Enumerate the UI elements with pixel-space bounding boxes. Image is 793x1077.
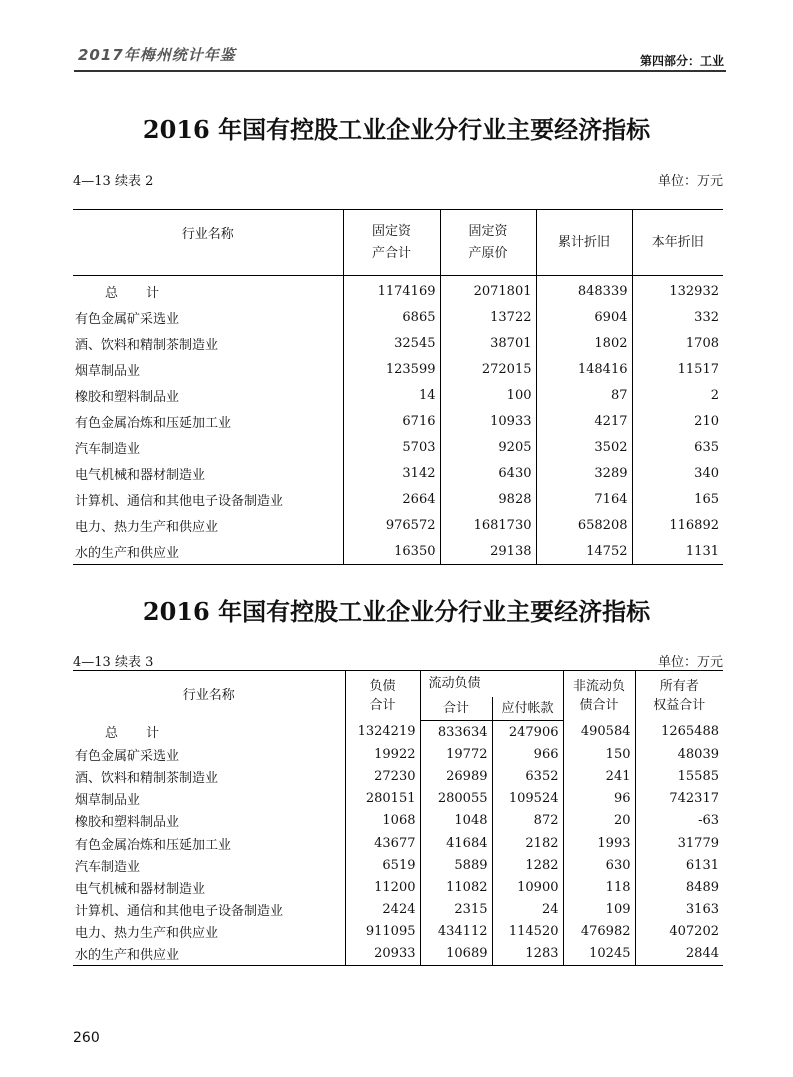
table-cell: 1993 bbox=[563, 832, 635, 854]
table-cell: 2664 bbox=[343, 486, 440, 512]
table-row bbox=[73, 460, 723, 486]
table-cell: 1048 bbox=[420, 810, 492, 832]
table-cell: 19922 bbox=[345, 743, 420, 765]
table-cell: 48039 bbox=[635, 743, 723, 765]
table-cell: 6865 bbox=[343, 304, 440, 330]
row-label: 电力、热力生产和供应业 bbox=[75, 519, 219, 535]
table-cell: 6430 bbox=[440, 460, 536, 486]
row-label: 橡胶和塑料制品业 bbox=[75, 815, 180, 831]
table-cell: 31779 bbox=[635, 832, 723, 854]
table-cell: 8489 bbox=[635, 876, 723, 898]
table-cell: 872 bbox=[492, 810, 563, 832]
table-row bbox=[73, 810, 723, 832]
col-header-noncurrent-liabilities: 非流动负 债合计 bbox=[563, 671, 635, 721]
table-cell: 848339 bbox=[536, 276, 632, 305]
col-header-accounts-payable: 应付帐款 bbox=[492, 697, 563, 721]
col-header-name: 行业名称 bbox=[73, 210, 343, 276]
table-cell: 658208 bbox=[536, 512, 632, 538]
table-cell: 6131 bbox=[635, 854, 723, 876]
table-cell: 13722 bbox=[440, 304, 536, 330]
table-cell: 2 bbox=[632, 382, 723, 408]
table-cell: 38701 bbox=[440, 330, 536, 356]
table-cell: 20933 bbox=[345, 943, 420, 966]
table-cell: 96 bbox=[563, 788, 635, 810]
table-cell: 742317 bbox=[635, 788, 723, 810]
table-cell: 247906 bbox=[492, 721, 563, 744]
table-cell: 966 bbox=[492, 743, 563, 765]
table-cell: 340 bbox=[632, 460, 723, 486]
table3 bbox=[73, 670, 723, 966]
table-cell: 476982 bbox=[563, 921, 635, 943]
table-cell: 6716 bbox=[343, 408, 440, 434]
table-row bbox=[73, 788, 723, 810]
table-cell: 1708 bbox=[632, 330, 723, 356]
table-cell: 32545 bbox=[343, 330, 440, 356]
row-label: 总 计 bbox=[105, 285, 160, 301]
table-cell: 6904 bbox=[536, 304, 632, 330]
table-cell: 635 bbox=[632, 434, 723, 460]
row-label: 有色金属矿采选业 bbox=[75, 311, 180, 327]
table2-body bbox=[73, 276, 723, 565]
table-cell: 114520 bbox=[492, 921, 563, 943]
table-cell: 116892 bbox=[632, 512, 723, 538]
table2-title: 2016 年国有控股工业企业分行业主要经济指标 bbox=[142, 115, 651, 144]
table-cell: 15585 bbox=[635, 765, 723, 787]
table2-unit: 单位：万元 bbox=[657, 174, 723, 189]
table-cell: 16350 bbox=[343, 538, 440, 565]
table-cell: 1324219 bbox=[345, 721, 420, 744]
table-cell: 41684 bbox=[420, 832, 492, 854]
table-cell: 26989 bbox=[420, 765, 492, 787]
table-cell: -63 bbox=[635, 810, 723, 832]
table-cell: 5703 bbox=[343, 434, 440, 460]
table-cell: 272015 bbox=[440, 356, 536, 382]
table-cell: 2315 bbox=[420, 899, 492, 921]
table-cell: 332 bbox=[632, 304, 723, 330]
table-cell: 976572 bbox=[343, 512, 440, 538]
col-header-name: 行业名称 bbox=[182, 688, 235, 704]
table-cell: 4217 bbox=[536, 408, 632, 434]
table-row bbox=[73, 765, 723, 787]
table-row bbox=[73, 743, 723, 765]
table-cell: 9205 bbox=[440, 434, 536, 460]
col-header-accumulated-depreciation: 累计折旧 bbox=[536, 210, 632, 276]
table-row bbox=[73, 921, 723, 943]
table-cell: 1131 bbox=[632, 538, 723, 565]
table-cell: 150 bbox=[563, 743, 635, 765]
table3-number: 4—13 续表 3 bbox=[73, 655, 154, 670]
table-cell: 280055 bbox=[420, 788, 492, 810]
table-cell: 11200 bbox=[345, 876, 420, 898]
col-header-total-liabilities: 负债 合计 bbox=[345, 671, 420, 721]
table3-body bbox=[73, 721, 723, 966]
table-row bbox=[73, 832, 723, 854]
table-cell: 911095 bbox=[345, 921, 420, 943]
table-cell: 2071801 bbox=[440, 276, 536, 305]
table-cell: 241 bbox=[563, 765, 635, 787]
col-header-current-liabilities: 流动负债 bbox=[420, 671, 563, 697]
table-cell: 434112 bbox=[420, 921, 492, 943]
row-label: 水的生产和供应业 bbox=[75, 545, 180, 561]
table-cell: 20 bbox=[563, 810, 635, 832]
table-cell: 2182 bbox=[492, 832, 563, 854]
row-label: 汽车制造业 bbox=[75, 859, 141, 875]
table-cell: 1681730 bbox=[440, 512, 536, 538]
table-cell: 1283 bbox=[492, 943, 563, 966]
row-label: 水的生产和供应业 bbox=[75, 948, 180, 964]
table-row bbox=[73, 382, 723, 408]
row-label: 总 计 bbox=[105, 726, 160, 742]
table-cell: 165 bbox=[632, 486, 723, 512]
table-cell: 6519 bbox=[345, 854, 420, 876]
table-cell: 19772 bbox=[420, 743, 492, 765]
table-cell: 407202 bbox=[635, 921, 723, 943]
table-cell: 11082 bbox=[420, 876, 492, 898]
table3-title: 2016 年国有控股工业企业分行业主要经济指标 bbox=[142, 597, 651, 626]
table-row bbox=[73, 486, 723, 512]
table-row-total bbox=[73, 721, 723, 744]
table2 bbox=[73, 209, 723, 565]
table2-number: 4—13 续表 2 bbox=[73, 174, 154, 189]
table-row bbox=[73, 408, 723, 434]
table-cell: 7164 bbox=[536, 486, 632, 512]
table-cell: 280151 bbox=[345, 788, 420, 810]
table-cell: 5889 bbox=[420, 854, 492, 876]
table-row bbox=[73, 434, 723, 460]
row-label: 有色金属冶炼和压延加工业 bbox=[75, 837, 232, 853]
row-label: 电气机械和器材制造业 bbox=[75, 881, 206, 897]
table-cell: 24 bbox=[492, 899, 563, 921]
table-cell: 10245 bbox=[563, 943, 635, 966]
row-label: 烟草制品业 bbox=[75, 793, 141, 809]
table-cell: 490584 bbox=[563, 721, 635, 744]
running-header bbox=[56, 42, 726, 72]
yearbook-title: 2017年梅州统计年鉴 bbox=[78, 46, 236, 64]
section-label: 第四部分：工业 bbox=[639, 54, 724, 68]
table-row bbox=[73, 304, 723, 330]
table-cell: 11517 bbox=[632, 356, 723, 382]
col-header-fixed-assets-original: 固定资 产原价 bbox=[440, 210, 536, 276]
table-cell: 9828 bbox=[440, 486, 536, 512]
page-number: 260 bbox=[73, 1030, 100, 1046]
table-cell: 29138 bbox=[440, 538, 536, 565]
table-cell: 3502 bbox=[536, 434, 632, 460]
table-row bbox=[73, 512, 723, 538]
row-label: 有色金属矿采选业 bbox=[75, 748, 180, 764]
table-cell: 87 bbox=[536, 382, 632, 408]
table-cell: 3142 bbox=[343, 460, 440, 486]
table-cell: 6352 bbox=[492, 765, 563, 787]
row-label: 橡胶和塑料制品业 bbox=[75, 389, 180, 405]
table-row bbox=[73, 330, 723, 356]
table-cell: 3289 bbox=[536, 460, 632, 486]
table-row bbox=[73, 876, 723, 898]
col-header-current-liabilities-total: 合计 bbox=[420, 697, 492, 721]
row-label: 烟草制品业 bbox=[75, 363, 141, 379]
table-row bbox=[73, 899, 723, 921]
table-row bbox=[73, 538, 723, 565]
table-cell: 123599 bbox=[343, 356, 440, 382]
table-cell: 210 bbox=[632, 408, 723, 434]
table-cell: 27230 bbox=[345, 765, 420, 787]
row-label: 酒、饮料和精制茶制造业 bbox=[75, 337, 219, 353]
table-row bbox=[73, 854, 723, 876]
col-header-annual-depreciation: 本年折旧 bbox=[632, 210, 723, 276]
table-row bbox=[73, 943, 723, 966]
table-cell: 10933 bbox=[440, 408, 536, 434]
table-cell: 3163 bbox=[635, 899, 723, 921]
table3-unit: 单位：万元 bbox=[657, 655, 723, 670]
table-cell: 14 bbox=[343, 382, 440, 408]
row-label: 计算机、通信和其他电子设备制造业 bbox=[75, 904, 284, 920]
row-label: 电气机械和器材制造业 bbox=[75, 467, 206, 483]
table-cell: 630 bbox=[563, 854, 635, 876]
col-header-owners-equity: 所有者 权益合计 bbox=[635, 671, 723, 721]
table-cell: 1068 bbox=[345, 810, 420, 832]
table-cell: 14752 bbox=[536, 538, 632, 565]
table-cell: 100 bbox=[440, 382, 536, 408]
table-cell: 132932 bbox=[632, 276, 723, 305]
table-cell: 43677 bbox=[345, 832, 420, 854]
table-cell: 10900 bbox=[492, 876, 563, 898]
header-rule bbox=[74, 70, 726, 72]
row-label: 酒、饮料和精制茶制造业 bbox=[75, 770, 219, 786]
row-label: 电力、热力生产和供应业 bbox=[75, 926, 219, 942]
table-cell: 1282 bbox=[492, 854, 563, 876]
table-cell: 109 bbox=[563, 899, 635, 921]
row-label: 有色金属冶炼和压延加工业 bbox=[75, 415, 232, 431]
col-header-fixed-assets-total: 固定资 产合计 bbox=[343, 210, 440, 276]
table-cell: 148416 bbox=[536, 356, 632, 382]
table-cell: 109524 bbox=[492, 788, 563, 810]
table-cell: 1802 bbox=[536, 330, 632, 356]
table-cell: 2844 bbox=[635, 943, 723, 966]
table-cell: 1265488 bbox=[635, 721, 723, 744]
row-label: 汽车制造业 bbox=[75, 441, 141, 457]
table-row bbox=[73, 356, 723, 382]
table-cell: 10689 bbox=[420, 943, 492, 966]
row-label: 计算机、通信和其他电子设备制造业 bbox=[75, 493, 284, 509]
table-cell: 2424 bbox=[345, 899, 420, 921]
table-cell: 833634 bbox=[420, 721, 492, 744]
table-cell: 1174169 bbox=[343, 276, 440, 305]
table-cell: 118 bbox=[563, 876, 635, 898]
table-row-total bbox=[73, 276, 723, 305]
